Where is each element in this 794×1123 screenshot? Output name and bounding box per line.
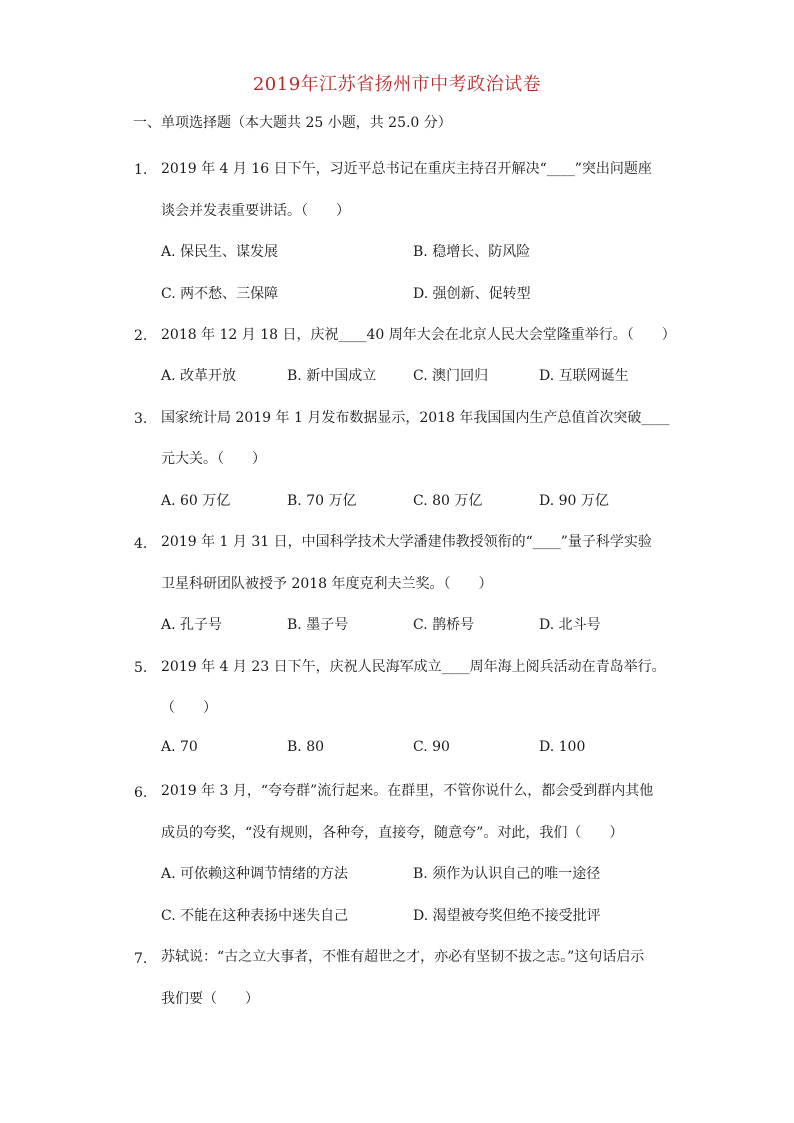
option-c: C. 两不愁、三保障 xyxy=(161,286,279,302)
option-d: D. 100 xyxy=(539,739,586,755)
question-number: 5. xyxy=(134,660,148,676)
option-a: A. 孔子号 xyxy=(161,617,223,633)
question-number: 6. xyxy=(134,785,148,801)
question-number: 7. xyxy=(134,951,148,967)
question-text: 苏轼说：“古之立大事者，不惟有超世之才，亦必有坚韧不拔之志。”这句话启示 xyxy=(161,949,645,965)
option-b: B. 须作为认识自己的唯一途径 xyxy=(413,866,601,882)
option-d: D. 渴望被夸奖但绝不接受批评 xyxy=(413,908,601,924)
question-number: 4. xyxy=(134,536,148,552)
option-c: C. 90 xyxy=(413,739,450,755)
option-c: C. 不能在这种表扬中迷失自己 xyxy=(161,908,349,924)
question-text: 2019 年 4 月 16 日下午，习近平总书记在重庆主持召开解决“____”突出问题座 xyxy=(161,161,652,177)
question-text: 谈会并发表重要讲话。（ ） xyxy=(161,203,350,219)
section-heading: 一、单项选择题（本大题共 25 小题，共 25.0 分） xyxy=(133,115,452,131)
option-b: B. 墨子号 xyxy=(287,617,349,633)
question-number: 3. xyxy=(134,411,148,427)
option-b: B. 70 万亿 xyxy=(287,493,357,509)
option-c: C. 澳门回归 xyxy=(413,368,489,384)
question-text: 2019 年 3 月，“夸夸群”流行起来。在群里，不管你说什么，都会受到群内其他 xyxy=(161,783,654,799)
question-text: 2019 年 4 月 23 日下午，庆祝人民海军成立____周年海上阅兵活动在青岛举行。 xyxy=(161,659,666,675)
option-a: A. 60 万亿 xyxy=(161,493,231,509)
question-text: 我们要（ ） xyxy=(161,991,259,1007)
question-text: 成员的夸奖，“没有规则，各种夸，直接夸，随意夸”。对此，我们（ ） xyxy=(161,825,624,841)
question-number: 2. xyxy=(134,328,148,344)
question-text: 元大关。（ ） xyxy=(161,451,266,467)
option-c: C. 鹊桥号 xyxy=(413,617,475,633)
option-d: D. 互联网诞生 xyxy=(539,368,629,384)
question-text: 2019 年 1 月 31 日，中国科学技术大学潘建伟教授领衔的“____”量子科学实验 xyxy=(161,534,652,550)
question-text: 2018 年 12 月 18 日，庆祝____40 周年大会在北京人民大会堂隆重举行。（ ） xyxy=(161,327,676,343)
option-b: B. 新中国成立 xyxy=(287,368,377,384)
option-d: D. 北斗号 xyxy=(539,617,601,633)
page-title: 2019年江苏省扬州市中考政治试卷 xyxy=(252,74,542,95)
question-number: 1. xyxy=(134,162,148,178)
option-b: B. 80 xyxy=(287,739,325,755)
option-c: C. 80 万亿 xyxy=(413,493,483,509)
option-a: A. 70 xyxy=(161,739,198,755)
option-a: A. 改革开放 xyxy=(161,368,237,384)
option-a: A. 保民生、谋发展 xyxy=(161,244,279,260)
question-text: 卫星科研团队被授予 2018 年度克利夫兰奖。（ ） xyxy=(161,576,493,592)
option-d: D. 强创新、促转型 xyxy=(413,286,531,302)
option-d: D. 90 万亿 xyxy=(539,493,609,509)
option-a: A. 可依赖这种调节情绪的方法 xyxy=(161,866,349,882)
question-text: （ ） xyxy=(161,700,217,716)
question-text: 国家统计局 2019 年 1 月发布数据显示，2018 年我国国内生产总值首次突破____ xyxy=(161,410,670,426)
option-b: B. 稳增长、防风险 xyxy=(413,244,531,260)
